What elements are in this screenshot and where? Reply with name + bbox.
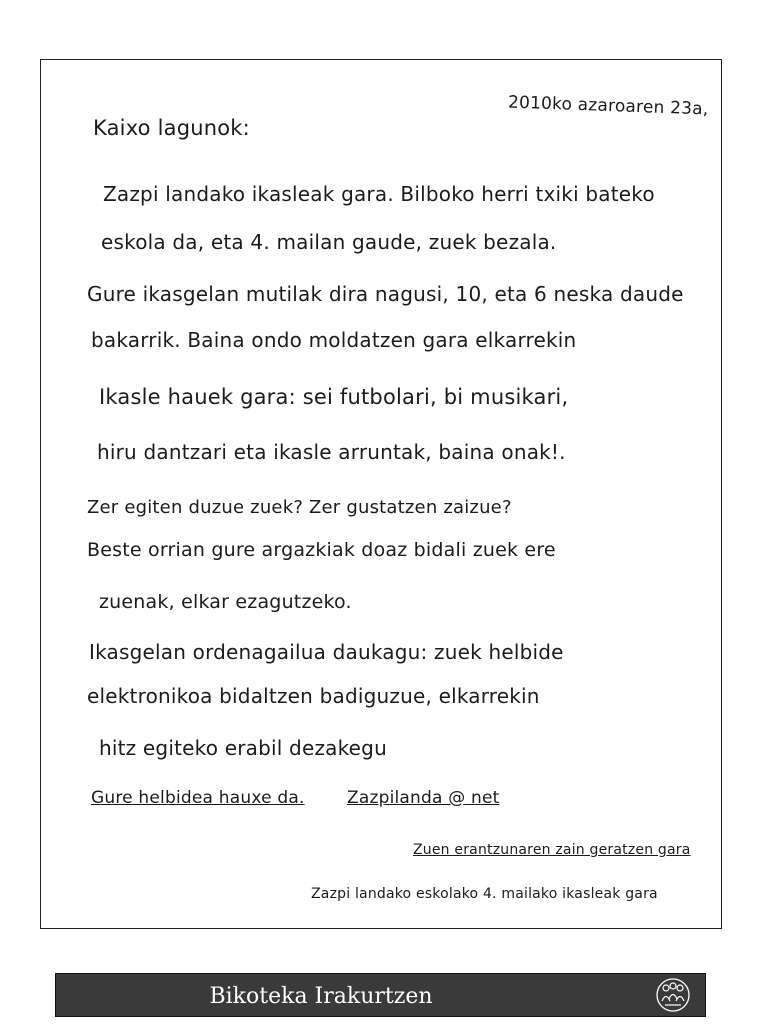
handwritten-letter [40, 59, 722, 929]
letter-line: eskola da, eta 4. mailan gaude, zuek bezala. [101, 230, 557, 254]
people-group-icon [655, 977, 691, 1013]
letter-line: bakarrik. Baina ondo moldatzen gara elkarrekin [91, 328, 577, 352]
letter-line: Zer egiten duzue zuek? Zer gustatzen zaizue? [87, 497, 512, 518]
letter-line: Beste orrian gure argazkiak doaz bidali zuek ere [87, 539, 556, 561]
letter-line: Zazpi landako ikasleak gara. Bilboko herri txiki bateko [103, 182, 655, 206]
letter-closing: Zuen erantzunaren zain geratzen gara [413, 842, 691, 858]
letter-date: 2010ko azaroaren 23a, [507, 92, 709, 120]
footer-banner [55, 973, 706, 1017]
letter-line: zuenak, elkar ezagutzeko. [99, 591, 352, 613]
email-address: Zazpilanda @ net [347, 788, 500, 808]
letter-line: hiru dantzari eta ikasle arruntak, baina onak!. [97, 440, 566, 464]
footer-title: Bikoteka Irakurtzen [209, 984, 433, 1009]
letter-line: hitz egiteko erabil dezakegu [99, 736, 387, 760]
letter-line: elektronikoa bidaltzen badiguzue, elkarrekin [87, 684, 540, 708]
email-label: Gure helbidea hauxe da. [91, 788, 305, 808]
letter-line: Ikasgelan ordenagailua daukagu: zuek helbide [89, 640, 564, 664]
letter-signature: Zazpi landako eskolako 4. mailako ikasleak gara [311, 886, 658, 902]
letter-greeting: Kaixo lagunok: [93, 116, 250, 140]
letter-line: Gure ikasgelan mutilak dira nagusi, 10, eta 6 neska daude [87, 282, 684, 306]
letter-line: Ikasle hauek gara: sei futbolari, bi musikari, [99, 385, 569, 409]
